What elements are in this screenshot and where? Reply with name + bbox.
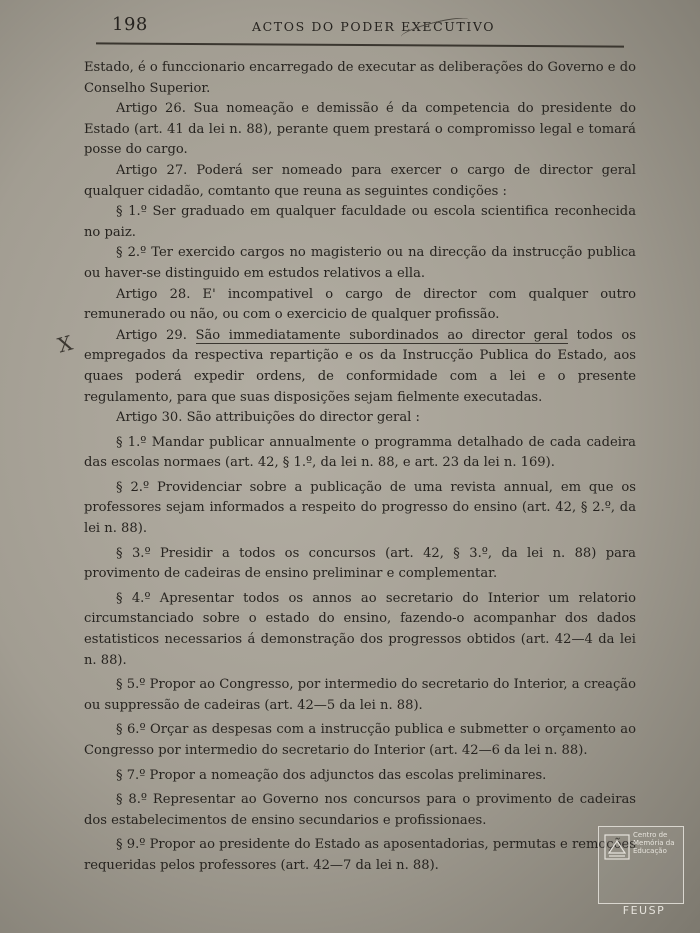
body-text (84, 58, 636, 877)
stamp-caption: Centro de Memória da Educação (633, 831, 675, 855)
paragraph-27-s2: § 2.º Ter exercido cargos no magisterio ou na direcção da instrucção publica ou haver-se distinguido em estudos relativos a ella. (84, 245, 636, 281)
library-stamp (598, 826, 684, 918)
paragraph-artigo-26: Artigo 26. Sua nomeação e demissão é da competencia do presidente do Estado (art. 41 da lei n. 88), perante quem prestará o compromisso legal e tomará posse do cargo. (84, 101, 636, 158)
paragraph-30-s3: § 3.º Presidir a todos os concursos (art. 42, § 3.º, da lei n. 88) para provimento de cadeiras de ensino preliminar e complementar. (84, 545, 636, 582)
paragraph-30-s9: § 9.º Propor ao presidente do Estado as aposentadorias, permutas e remoções requeridas pelos professores (art. 42—7 da lei n. 88). (84, 837, 636, 873)
paragraph-30-s7: § 7.º Propor a nomeação dos adjunctos das escolas preliminares. (116, 767, 547, 783)
paragraph-30-s6: § 6.º Orçar as despesas com a instrucção publica e submetter o orçamento ao Congresso por intermedio do secretario do Interior (art. 42—6 da lei n. 88). (84, 722, 636, 758)
paragraph-artigo-29: Artigo 29. São immediatamente subordinados ao director geral todos os empregados da respectiva repartição e os da Instrucção Publica do Estado, aos quaes poderá expedir ordens, de conformidade com a lei e o presente regulamento, para que suas disposições sejam fielmente executadas. (84, 327, 636, 405)
paragraph-30-s2: § 2.º Providenciar sobre a publicação de uma revista annual, em que os professores sejam informados a respeito do progresso do ensino (art. 42, § 2.º, da lei n. 88). (84, 479, 636, 537)
paragraph-30-s8: § 8.º Representar ao Governo nos concursos para o provimento de cadeiras dos estabelecimentos de ensino secundarios e profissionaes. (84, 792, 636, 828)
stamp-brand: FEUSP (622, 904, 666, 917)
margin-x-mark: X (55, 330, 76, 358)
page-number: 198 (112, 14, 148, 35)
paragraph-30-s1: § 1.º Mandar publicar annualmente o programma detalhado de cada cadeira das escolas normaes (art. 42, § 1.º, da lei n. 88, e art. 23 da lei n. 169). (84, 434, 636, 471)
paragraph-0: Estado, é o funccionario encarregado de executar as deliberações do Governo e do Conselho Superior. (84, 60, 636, 96)
underlined-passage: São immediatamente subordinados ao director geral (195, 327, 568, 343)
paragraph-27-s1: § 1.º Ser graduado em qualquer faculdade ou escola scientifica reconhecida no paiz. (84, 204, 636, 240)
paragraph-artigo-30: Artigo 30. São attribuições do director geral : (116, 410, 420, 426)
page-header (112, 14, 632, 44)
paragraph-30-s5: § 5.º Propor ao Congresso, por intermedio do secretario do Interior, a creação ou suppressão de cadeiras (art. 42—5 da lei n. 88). (84, 677, 636, 713)
library-stamp-icon (603, 833, 631, 861)
paragraph-artigo-27: Artigo 27. Poderá ser nomeado para exercer o cargo de director geral qualquer cidadão, comtanto que reuna as seguintes condições : (84, 162, 636, 199)
paragraph-artigo-28: Artigo 28. E' incompativel o cargo de director com qualquer outro remunerado ou não, ou com o exercicio de qualquer profissão. (84, 286, 636, 323)
paragraph-30-s4: § 4.º Apresentar todos os annos ao secretario do Interior um relatorio circumstanciado sobre o estado do ensino, fazendo-o acompanhar dos dados estatisticos necessarios á demonstração dos progressos obtidos (art. 42—4 da lei n. 88). (84, 590, 636, 668)
stamp-frame (598, 826, 684, 904)
running-head: ACTOS DO PODER EXECUTIVO (252, 19, 496, 34)
